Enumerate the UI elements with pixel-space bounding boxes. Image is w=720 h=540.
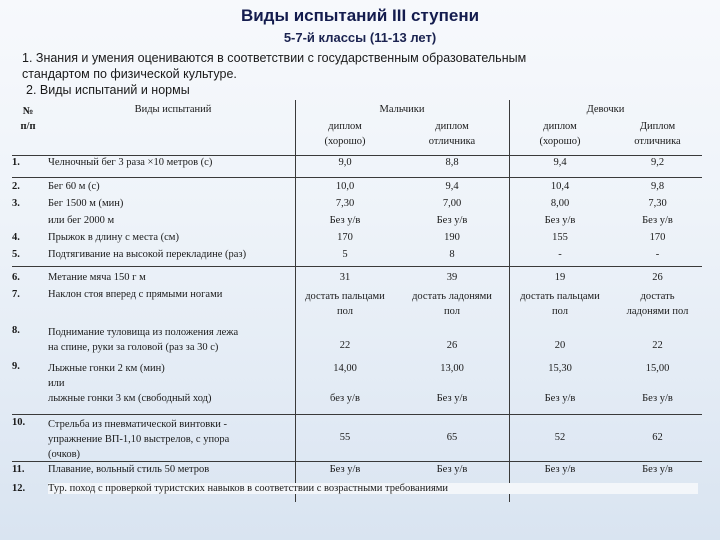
- norm-value: 9,8: [650, 181, 665, 192]
- test-name: Стрельба из пневматической винтовки - упражнение ВП-1,10 выстрелов, с упора (очков): [48, 419, 230, 460]
- norms-table: [12, 100, 702, 502]
- norm-value: 22: [339, 340, 351, 351]
- norm-value: 31: [339, 272, 351, 283]
- norm-value: 5: [342, 249, 348, 260]
- row-number: 9.: [12, 361, 20, 372]
- norm-value: -: [655, 249, 660, 260]
- header-col-girls-excellent: Диплом отличника: [634, 121, 681, 147]
- row-number: 11.: [12, 464, 25, 475]
- test-name: Тур. поход с проверкой туристских навыков в соответствии с возрастными требованиями: [48, 483, 698, 494]
- test-name: Плавание, вольный стиль 50 метров: [48, 464, 210, 475]
- test-name: Поднимание туловища из положения лежа на спине, руки за головой (раз за 30 с): [48, 327, 239, 353]
- norm-value: 190: [444, 232, 460, 243]
- test-name: Челночный бег 3 раза ×10 метров (с): [48, 157, 213, 168]
- row-number: 3.: [12, 198, 20, 209]
- norm-value: 20: [554, 340, 566, 351]
- norm-value: Без у/в: [436, 215, 468, 226]
- norm-value: Без у/в: [544, 215, 576, 226]
- norm-value: 52: [554, 432, 566, 443]
- norm-value: достать ладонями пол: [626, 291, 689, 317]
- norm-value: 55: [339, 432, 351, 443]
- norm-value: достать пальцами пол: [520, 291, 600, 317]
- norm-value: 8,8: [445, 157, 459, 168]
- norm-value: 26: [446, 340, 458, 351]
- row-number: 8.: [12, 325, 20, 336]
- norm-value: 8: [449, 249, 455, 260]
- norm-value: 10,4: [550, 181, 570, 192]
- norm-value: -: [558, 249, 562, 260]
- header-tests: Виды испытаний: [134, 104, 212, 115]
- norm-value: 170: [649, 232, 666, 243]
- page-title: Виды испытаний III ступени: [240, 6, 480, 25]
- test-name: Лыжные гонки 2 км (мин) или лыжные гонки 3 км (свободный ход): [48, 363, 212, 404]
- norm-value: 15,00 Без у/в: [642, 363, 673, 404]
- norm-value: 155: [552, 232, 568, 243]
- header-number: № п/п: [20, 106, 36, 132]
- intro-text: [22, 50, 702, 98]
- norm-value: 7,00: [442, 198, 462, 209]
- norm-value: 26: [652, 272, 663, 283]
- header-col-boys-good: диплом (хорошо): [324, 121, 366, 147]
- header-boys: Мальчики: [379, 104, 425, 115]
- norm-value: 9,0: [338, 157, 352, 168]
- intro-line-2: стандартом по физической культуре.: [22, 67, 237, 81]
- row-number: 6.: [12, 272, 20, 283]
- norm-value: 13,00 Без у/в: [436, 363, 468, 404]
- header-col-boys-excellent: диплом отличника: [428, 121, 476, 147]
- intro-line-1: 1. Знания и умения оцениваются в соответствии с государственным образовательным: [22, 51, 527, 65]
- norm-value: 22: [652, 340, 663, 351]
- row-number: 5.: [12, 249, 20, 260]
- divider: [12, 266, 702, 267]
- norm-value: 65: [446, 432, 458, 443]
- test-name: Метание мяча 150 г м: [48, 272, 146, 283]
- norm-value: 14,00 без у/в: [330, 363, 360, 404]
- norm-value: 9,4: [445, 181, 459, 192]
- norm-value: 39: [446, 272, 458, 283]
- norm-value: 10,0: [335, 181, 355, 192]
- norm-value: 170: [337, 232, 353, 243]
- row-number: 2.: [12, 181, 20, 192]
- test-name: или бег 2000 м: [48, 215, 115, 226]
- row-number: 4.: [12, 232, 20, 243]
- norm-value: 8,00: [550, 198, 570, 209]
- norm-value: Без у/в: [642, 464, 673, 475]
- divider: [12, 155, 702, 156]
- norm-value: достать ладонями пол: [412, 291, 492, 317]
- test-name: Прыжок в длину с места (см): [48, 232, 179, 243]
- norm-value: 15,30 Без у/в: [544, 363, 576, 404]
- test-name: Наклон стоя вперед с прямыми ногами: [48, 289, 223, 300]
- row-number: 10.: [12, 417, 26, 428]
- norm-value: Без у/в: [642, 215, 673, 226]
- norm-value: 62: [652, 432, 663, 443]
- norm-value: 9,4: [553, 157, 567, 168]
- header-girls: Девочки: [586, 104, 625, 115]
- norm-value: 7,30: [335, 198, 355, 209]
- header-col-girls-good: диплом (хорошо): [539, 121, 581, 147]
- norm-value: Без у/в: [436, 464, 468, 475]
- row-number: 12.: [12, 483, 26, 494]
- norm-value: Без у/в: [544, 464, 576, 475]
- norm-value: Без у/в: [329, 464, 361, 475]
- norm-value: 7,30: [648, 198, 667, 209]
- intro-line-3: 2. Виды испытаний и нормы: [26, 83, 190, 97]
- test-name: Подтягивание на высокой перекладине (раз): [48, 249, 247, 260]
- divider: [12, 414, 702, 415]
- row-number: 1.: [12, 157, 20, 168]
- norm-value: 9,2: [650, 157, 665, 168]
- test-name: Бег 60 м (с): [48, 181, 100, 192]
- divider: [12, 177, 702, 178]
- test-name: Бег 1500 м (мин): [48, 198, 124, 209]
- page-subtitle: 5-7-й классы (11-13 лет): [283, 30, 437, 45]
- row-number: 7.: [12, 289, 20, 300]
- norm-value: 19: [554, 272, 566, 283]
- norm-value: достать пальцами пол: [305, 291, 385, 317]
- norm-value: Без у/в: [329, 215, 361, 226]
